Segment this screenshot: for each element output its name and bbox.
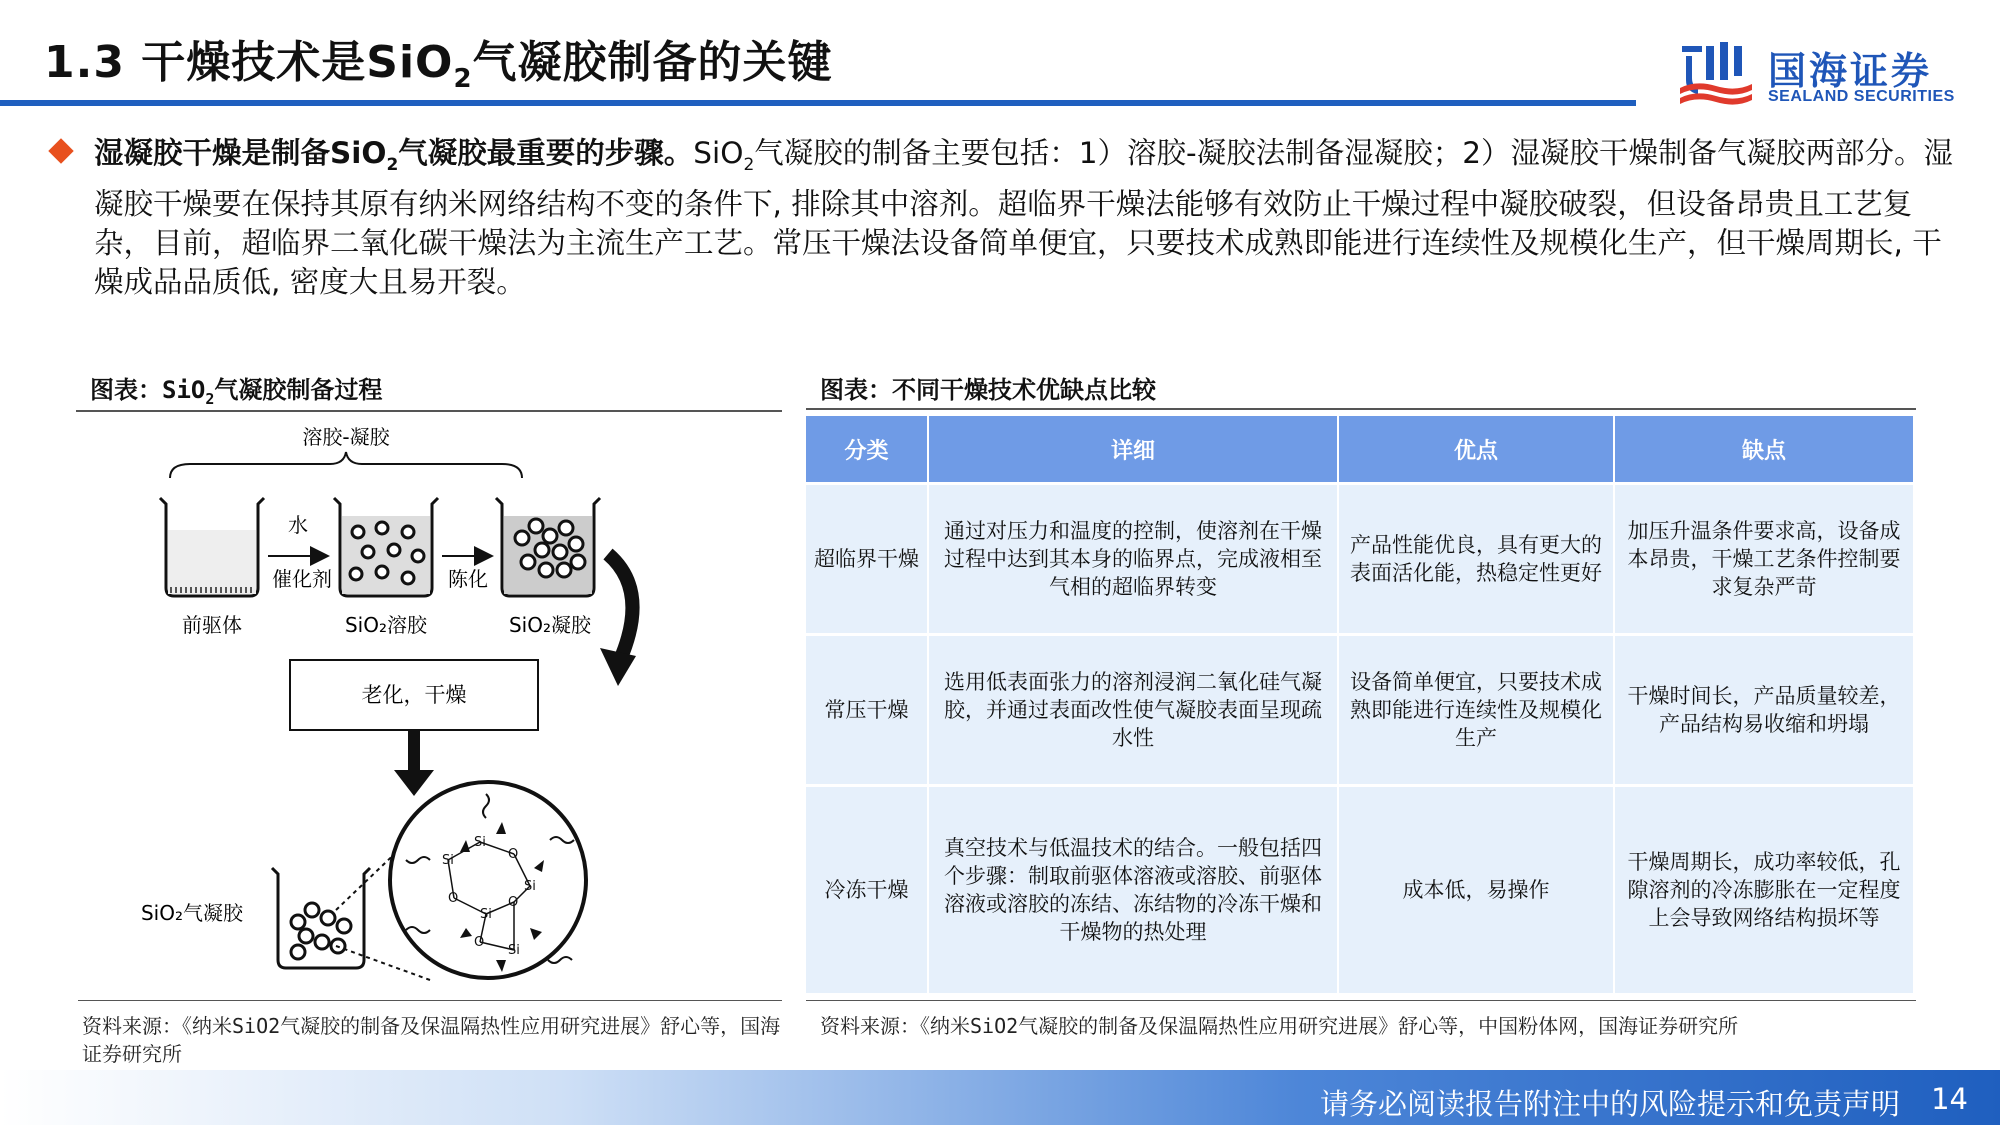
si-atom-label: Si: [480, 907, 492, 922]
right-table-source: 资料来源：《纳米SiO2气凝胶的制备及保温隔热性应用研究进展》舒心等，中国粉体网，国海证券研究所: [820, 1014, 1739, 1038]
si-atom-label: Si: [524, 879, 536, 894]
disclaimer-text: 请务必阅读报告附注中的风险提示和免责声明: [1319, 1087, 1900, 1121]
row-category: 常压干燥: [806, 635, 928, 786]
precursor-beaker: [160, 498, 264, 596]
intro-paragraph: 湿凝胶干燥是制备SiO$_2$气凝胶最重要的步骤。SiO$_2$气凝胶的制备主要包括：1）溶胶-凝胶法制备湿凝胶；2）湿凝胶干燥制备气凝胶两部分。湿凝胶干燥要在保持其原有纳米网络结构不变的条件下, 排除其中溶剂。超临界干燥法能够有效防止干燥过程中凝胶破裂，但设备昂贵且工艺复杂，目前，超临界二氧化碳干燥法为主流生产工艺。常压干燥法设备简单便宜，只要技术成熟即能进行连续性及规模化生产，但干燥周期长, 干燥成品品质低, 密度大且易开裂。: [94, 136, 1953, 299]
silica-network-zoom: [390, 782, 586, 978]
row-detail: 真空技术与低温技术的结合。一般包括四个步骤：制取前驱体溶液或溶胶、前驱体溶液或溶胶的冻结、冻结物的冷冻干燥和干燥物的热处理: [928, 786, 1338, 994]
o-atom-label: O: [508, 847, 519, 862]
diamond-bullet-icon: [48, 138, 73, 163]
catalyst-label: 催化剂: [272, 567, 332, 591]
gel-label: SiO₂凝胶: [508, 613, 592, 637]
si-atom-label: Si: [474, 835, 486, 850]
drying-comparison-table: [806, 416, 1915, 993]
row-cons: 加压升温条件要求高，设备成本昂贵，干燥工艺条件控制要求复杂严苛: [1614, 484, 1914, 635]
header-detail: 详细: [928, 416, 1338, 484]
sol-beaker: [334, 498, 438, 596]
row-pros: 设备简单便宜，只要技术成熟即能进行连续性及规模化生产: [1338, 635, 1614, 786]
logo-english-name: SEALAND SECURITIES: [1768, 88, 1955, 105]
row-detail: 选用低表面张力的溶剂浸润二氧化硅气凝胶，并通过表面改性使气凝胶表面呈现疏水性: [928, 635, 1338, 786]
o-atom-label: O: [508, 895, 519, 910]
right-source-rule: [806, 1000, 1916, 1001]
si-atom-label: Si: [442, 853, 454, 868]
down-arrow-shaft: [408, 730, 420, 772]
aerogel-process-diagram: [130, 420, 650, 990]
curved-process-arrow: [608, 554, 633, 660]
table-header-row: [806, 416, 1914, 484]
left-source-rule: [78, 1000, 782, 1001]
row-cons: 干燥周期长，成功率较低，孔隙溶剂的冷冻膨胀在一定程度上会导致网络结构损坏等: [1614, 786, 1914, 994]
title-divider: [0, 100, 1636, 106]
row-pros: 成本低，易操作: [1338, 786, 1614, 994]
zoom-line-bottom: [336, 946, 430, 980]
row-category: 超临界干燥: [806, 484, 928, 635]
row-pros: 产品性能优良，具有更大的表面活化能，热稳定性更好: [1338, 484, 1614, 635]
aerogel-beaker: [272, 868, 370, 968]
o-atom-label: O: [448, 891, 459, 906]
si-atom-label: Si: [508, 943, 520, 958]
sol-gel-label: 溶胶-凝胶: [302, 425, 390, 449]
left-caption-rule: [76, 410, 782, 412]
aerogel-label: SiO₂气凝胶: [140, 901, 244, 925]
company-logo: [1676, 38, 1976, 108]
o-atom-label: O: [474, 935, 485, 950]
page-title: 1.3 干燥技术是SiO$_2$气凝胶制备的关键: [44, 37, 833, 94]
header-category: 分类: [806, 416, 928, 484]
sealand-logo-icon: [1676, 38, 1756, 108]
header-pros: 优点: [1338, 416, 1614, 484]
right-caption-rule: [806, 408, 1916, 410]
sol-label: SiO₂溶胶: [344, 613, 428, 637]
table-row: [806, 635, 1914, 786]
left-figure-source: 资料来源：《纳米SiO2气凝胶的制备及保温隔热性应用研究进展》舒心等，国海证券研究所: [82, 1014, 781, 1066]
table-row: [806, 786, 1914, 994]
table-row: [806, 484, 1914, 635]
row-detail: 通过对压力和温度的控制，使溶剂在干燥过程中达到其本身的临界点，完成液相至气相的超临界转变: [928, 484, 1338, 635]
aging-drying-label: 老化，干燥: [361, 683, 467, 707]
header-cons: 缺点: [1614, 416, 1914, 484]
precursor-label: 前驱体: [182, 613, 242, 637]
sol-gel-brace: [170, 452, 522, 478]
row-cons: 干燥时间长，产品质量较差，产品结构易收缩和坍塌: [1614, 635, 1914, 786]
aging-label: 陈化: [448, 567, 488, 591]
curved-arrow-head: [600, 648, 636, 686]
gel-beaker: [496, 498, 600, 596]
row-category: 冷冻干燥: [806, 786, 928, 994]
page-number: 14: [1931, 1082, 1968, 1116]
down-arrow-head: [394, 770, 434, 796]
right-table-caption: 图表：不同干燥技术优缺点比较: [820, 376, 1156, 404]
water-label: 水: [288, 513, 308, 537]
logo-chinese-name: 国海证券: [1768, 49, 1933, 93]
left-figure-caption: 图表：SiO$_2$气凝胶制备过程: [90, 376, 383, 408]
